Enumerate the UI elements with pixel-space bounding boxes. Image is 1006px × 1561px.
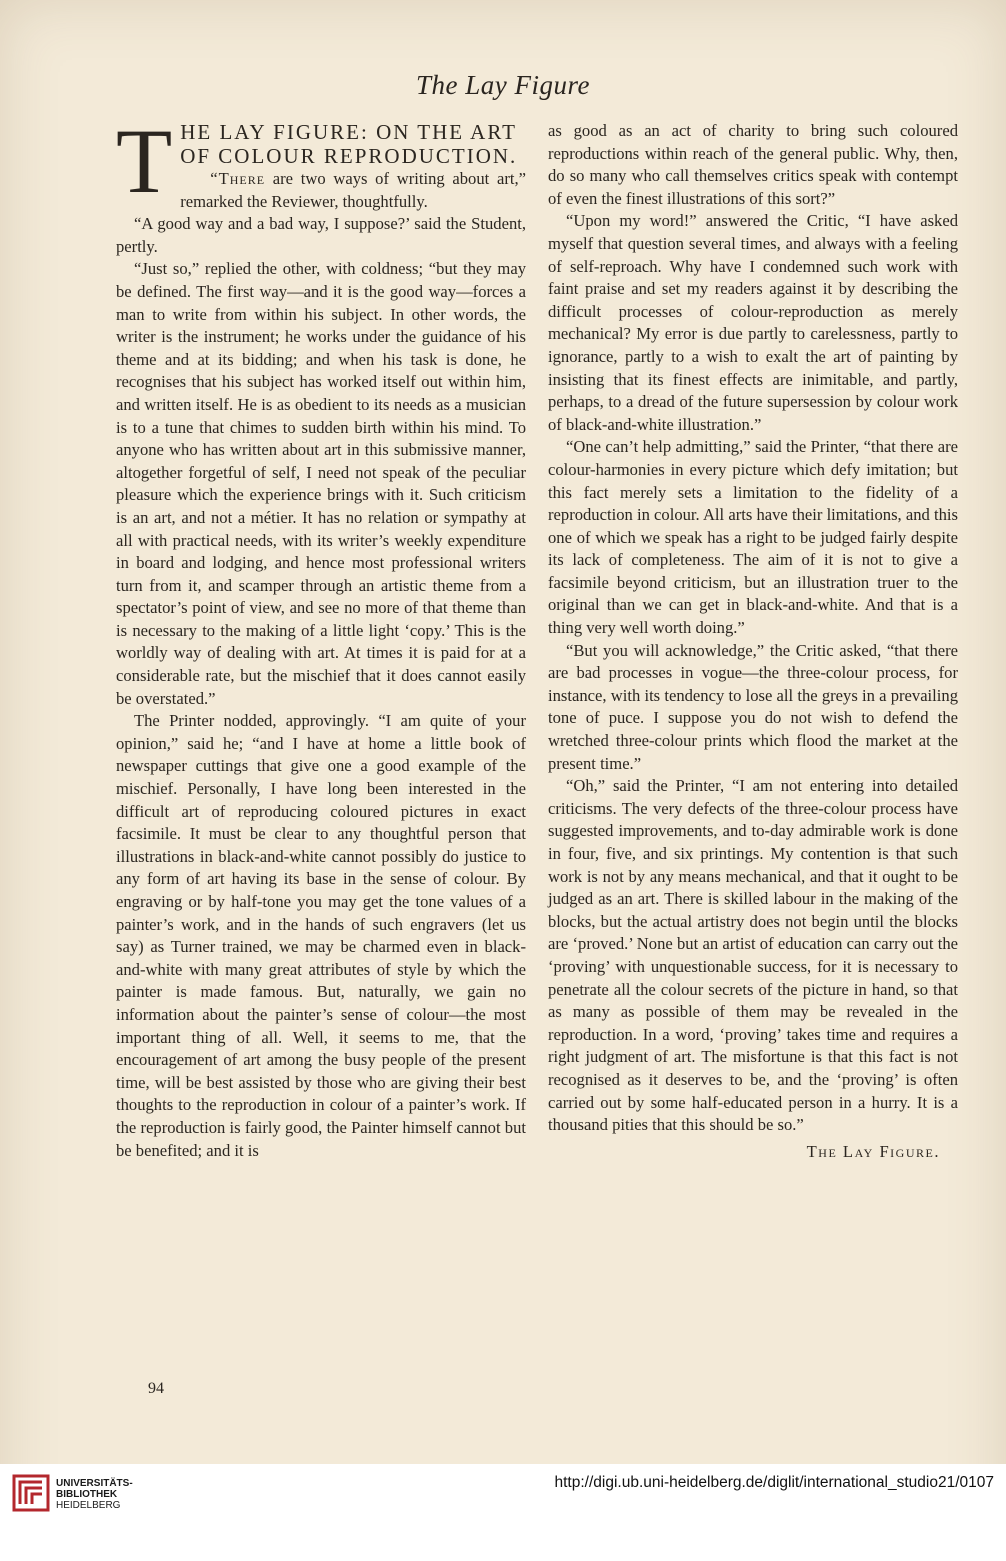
paragraph: “Upon my word!” answered the Critic, “I have asked myself that question several times, and always with a feeling of self-reproach. Why have I condemned such work with faint praise and set my readers against it by describing the difficult processes of colour-reproduction as merely mechanical? My error is due partly to carelessness, partly to ignorance, partly to a wish to exalt the art of painting by insisting that its finest effects are inimitable, and partly, perhaps, to a dread of the future supersession by colour work of black-and-white illustration.” xyxy=(548,211,958,434)
library-line-2: BIBLIOTHEK xyxy=(56,1489,118,1500)
signature: The Lay Figure. xyxy=(806,1141,940,1161)
library-line-3: HEIDELBERG xyxy=(56,1500,121,1511)
paragraph-continuation: as good as an act of charity to bring such coloured reproductions within reach of the general public. Why, then, do so many who call themselves critics speak with contempt of even the finest illustrations of this sort?” xyxy=(548,121,958,208)
first-word: “There xyxy=(210,169,266,188)
logo-mark xyxy=(20,1482,42,1504)
right-column xyxy=(548,120,958,1163)
paragraph: “One can’t help admitting,” said the Printer, “that there are colour-harmonies in every picture which defy imitation; but this fact merely sets a limitation to the fidelity of a reproduction in colour. All arts have their limitations, and this one of which we speak has a right to be judged fairly despite its lack of completeness. The aim of it is not to give a facsimile beyond criticism, but an illustration truer to the original than we can get in black-and-white. And that is a thing very well worth doing.” xyxy=(548,437,958,638)
first-paragraph xyxy=(116,168,526,213)
title-line-2: OF COLOUR REPRODUCTION. xyxy=(180,144,518,168)
paragraph: “A good way and a bad way, I suppose?’ said the Student, pertly. xyxy=(116,214,526,256)
article-title xyxy=(116,110,526,213)
library-logo-icon xyxy=(12,1474,50,1512)
paragraph: “Oh,” said the Printer, “I am not entering into detailed criticisms. The very defects of the three-colour process have suggested improvements, and to-day admirable work is done in four, five, and six printings. My contention is that such work is not by any means mechanical, and that it ought to be judged as an art. There is skilled labour in the making of the blocks, but the actual artistry does not begin until the blocks are ‘proved.’ None but an artist of education can carry out the ‘proving’ with unquestionable success, for it is necessary to penetrate all the colour secrets of the picture in hand, so that as many as possible of them may be revealed in the reproduction. In a word, ‘proving’ takes time and requires a right judgment of art. The misfortune is that this fact is not recognised as it deserves to be, and the ‘proving’ is often carried out by some half-educated person in a hurry. It is a thousand pities that this should be so.” xyxy=(548,776,958,1135)
left-column xyxy=(116,110,526,1162)
paragraph: “But you will acknowledge,” the Critic asked, “that there are bad processes in vogue—the three-colour process, for instance, with its tendency to lose all the greys in a prevailing tone of puce. I suppose you do not wish to defend the wretched three-colour prints which flood the market at the present time.” xyxy=(548,640,958,773)
library-line-1: UNIVERSITÄTS- xyxy=(56,1478,133,1489)
library-name xyxy=(56,1478,133,1511)
paragraph: The Printer nodded, approvingly. “I am quite of your opinion,” said he; “and I have at home a little book of newspaper cuttings that give one a good example of the mischief. Personally, I have long been interested in the difficult art of reproducing coloured pictures in exact facsimile. It must be clear to any thoughtful person that illustrations in black-and-white cannot possibly do justice to any form of art having its base in the sense of colour. By engraving or by half-tone you may get the tone values of a painter’s work, and in the hands of such engravers (let us say) as Turner trained, we may be charmed even in black-and-white with many great attributes of style by which the painter is made famous. But, naturally, we gain no information about the painter’s sense of colour—the most important thing of all. Well, it seems to me, that the encouragement of art among the busy people of the present time, will be best assisted by those who are giving their best thoughts to the reproduction in colour of a painter’s work. If the reproduction is fairly good, the Painter himself cannot but be benefited; and it is xyxy=(116,711,526,1160)
page-number: 94 xyxy=(148,1380,164,1397)
paragraph: “Just so,” replied the other, with coldness; “but they may be defined. The first way—and it is the good way—forces a man to write from within his subject. In other words, the writer is the instrument; he works under the guidance of his theme and at its bidding; and when his task is done, he recognises that his subject has worked itself out within him, and written itself. He is as obedient to its needs as a musician is to a tune that chimes to sudden birth within his mind. To anyone who has written about art in this submissive manner, altogether forgetful of self, I need not speak of the peculiar pleasure which the experience brings with it. Such criticism is an art, and not a métier. It has no relation or sympathy at all with practical needs, with its writer’s weekly expenditure in board and lodging, and hence most professional writers turn from it, and scamper through an artistic theme from a spectator’s point of view, and see no more of that theme than is necessary to the making of a little light ‘copy.’ This is the worldly way of dealing with art. At times it is paid for at a considerable rate, but the mischief that it does cannot easily be overstated.” xyxy=(116,259,526,708)
first-paragraph-text: are two ways of writing about art,” remarked the Reviewer, thoughtfully. xyxy=(180,169,526,211)
drop-cap: T xyxy=(116,110,173,212)
running-head: The Lay Figure xyxy=(416,70,590,100)
source-url[interactable]: http://digi.ub.uni-heidelberg.de/diglit/international_studio21/0107 xyxy=(554,1474,994,1491)
title-line-1: HE LAY FIGURE: ON THE ART xyxy=(180,120,517,144)
